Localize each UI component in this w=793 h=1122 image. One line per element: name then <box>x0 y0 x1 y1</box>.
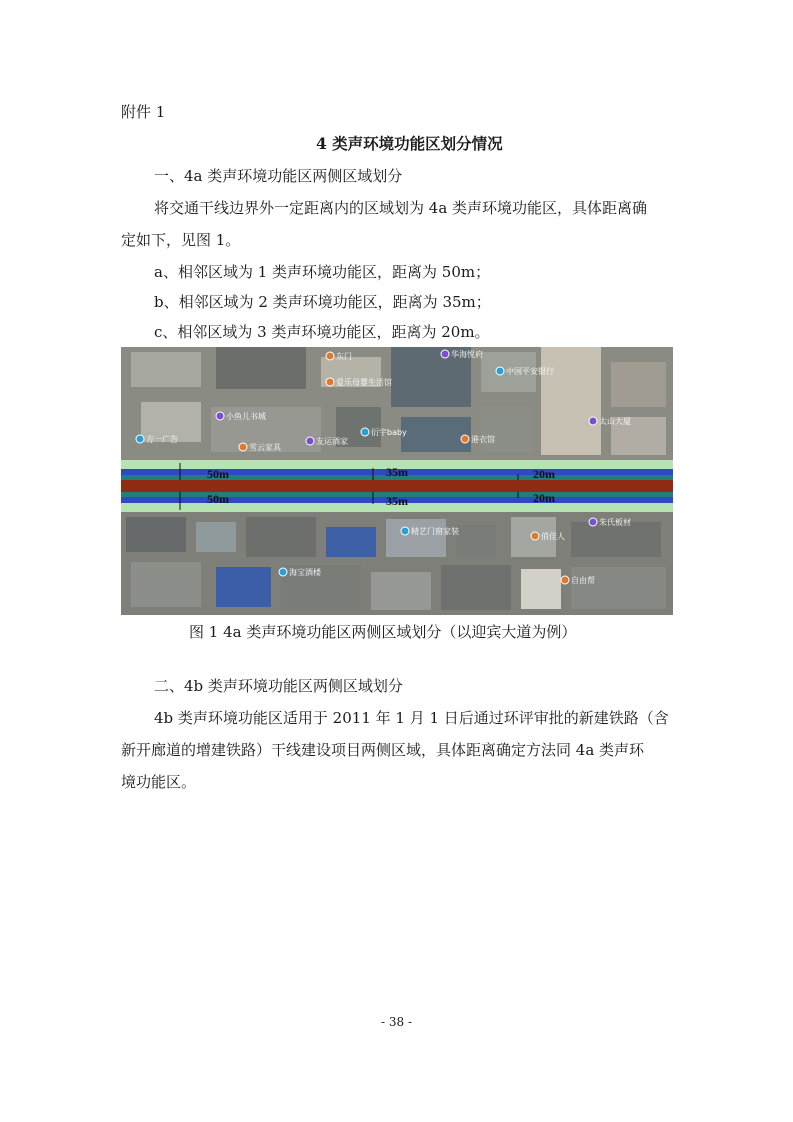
map-poi-label: 华海悦府 <box>451 350 483 359</box>
map-poi-pin-icon <box>589 417 597 425</box>
map-poi-pin-icon <box>401 527 409 535</box>
figure-caption: 图 1 4a 类声环境功能区两侧区域划分（以迎宾大道为例） <box>189 623 577 641</box>
label-35m-north: 35m <box>386 465 408 479</box>
map-poi-label: 友运酒家 <box>316 437 348 446</box>
road-band <box>121 480 673 492</box>
map-poi-pin-icon <box>326 378 334 386</box>
label-35m-south: 35m <box>386 494 408 508</box>
label-20m-south: 20m <box>533 491 555 505</box>
map-poi-pin-icon <box>326 352 334 360</box>
list-item-a: a、相邻区域为 1 类声环境功能区，距离为 50m； <box>154 263 491 281</box>
map-poi-pin-icon <box>561 576 569 584</box>
map-poi-label: 衍宇baby <box>371 428 407 437</box>
map-poi-pin-icon <box>496 367 504 375</box>
map-poi-label: 东门 <box>336 352 352 361</box>
label-20m-north: 20m <box>533 467 555 481</box>
map-poi-pin-icon <box>279 568 287 576</box>
map-poi-label: 雪云家具 <box>249 443 281 452</box>
map-poi-pin-icon <box>589 518 597 526</box>
page-number: - 38 - <box>380 1015 412 1029</box>
map-poi-label: 小鱼儿书城 <box>226 412 266 421</box>
map-poi-label: 爱乐母婴生活馆 <box>336 378 392 387</box>
section2-paragraph-line2: 新开廊道的增建铁路）干线建设项目两侧区域，具体距离确定方法同 4a 类声环 <box>121 741 645 759</box>
map-poi-label: 方一广告 <box>146 435 178 444</box>
section1-paragraph-line2: 定如下，见图 1。 <box>121 231 241 249</box>
map-poi-label: 自由帮 <box>571 576 595 585</box>
section2-paragraph-line1: 4b 类声环境功能区适用于 2011 年 1 月 1 日后通过环评审批的新建铁路（含 <box>154 709 669 727</box>
attachment-label: 附件 1 <box>121 103 166 121</box>
map-poi-pin-icon <box>531 532 539 540</box>
map-poi-label: 朱氏板材 <box>599 518 631 527</box>
list-item-c: c、相邻区域为 3 类声环境功能区，距离为 20m。 <box>154 323 490 341</box>
section1-paragraph-line1: 将交通干线边界外一定距离内的区域划为 4a 类声环境功能区，具体距离确 <box>154 199 648 217</box>
map-poi-label: 俏佳人 <box>541 532 565 541</box>
label-50m-north: 50m <box>207 467 229 481</box>
map-poi-pin-icon <box>239 443 247 451</box>
map-poi-label: 海宝酒楼 <box>289 568 321 577</box>
map-poi-pin-icon <box>441 350 449 358</box>
map-poi-pin-icon <box>216 412 224 420</box>
map-poi-label: 港衣馆 <box>471 435 495 444</box>
map-poi-pin-icon <box>461 435 469 443</box>
map-poi-label: 精艺门窗家装 <box>411 527 459 536</box>
page-title: 4 类声环境功能区划分情况 <box>316 134 503 153</box>
section2-heading: 二、4b 类声环境功能区两侧区域划分 <box>154 677 403 695</box>
figure-1-satellite-map <box>121 347 673 615</box>
map-poi-pin-icon <box>136 435 144 443</box>
label-50m-south: 50m <box>207 492 229 506</box>
map-poi-label: 中国平安银行 <box>506 367 554 376</box>
section1-heading: 一、4a 类声环境功能区两侧区域划分 <box>154 167 403 185</box>
list-item-b: b、相邻区域为 2 类声环境功能区，距离为 35m； <box>154 293 491 311</box>
map-poi-pin-icon <box>361 428 369 436</box>
section2-paragraph-line3: 境功能区。 <box>121 773 197 791</box>
map-poi-label: 太山大厦 <box>599 417 631 426</box>
map-poi-pin-icon <box>306 437 314 445</box>
